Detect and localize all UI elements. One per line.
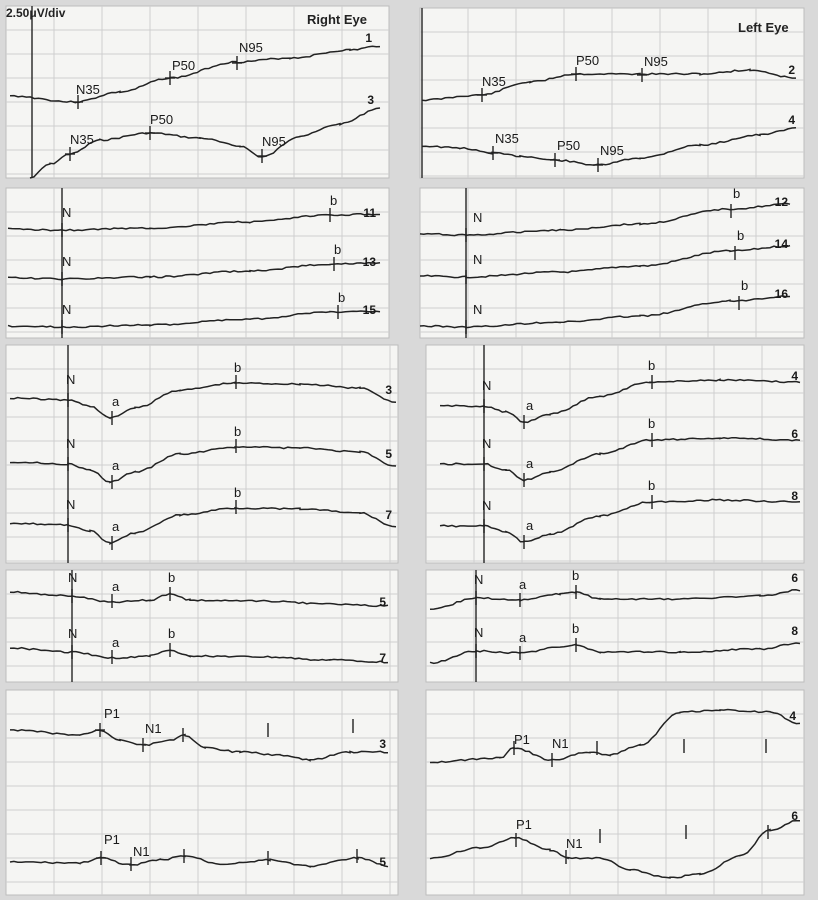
trace-id-5: 5 [379,855,386,869]
a-label: a [112,635,120,650]
n-label: N [62,302,72,317]
b-label: b [648,478,656,493]
n95-label: N95 [262,134,286,149]
p1-label: P1 [514,732,530,747]
n-label: N [474,572,484,587]
p1-label: P1 [516,817,532,832]
trace-id-3: 3 [379,737,386,751]
n-label: N [482,378,492,393]
scale-label: 2.50μV/div [6,6,66,20]
b-label: b [648,416,656,431]
n-label: N [474,625,484,640]
b-label: b [338,290,346,305]
n-label: N [482,436,492,451]
b-label: b [168,570,176,585]
trace-id-5: 5 [379,595,386,609]
b-label: b [572,621,580,636]
b-label: b [168,626,176,641]
n-label: N [66,372,76,387]
panel-bg [6,570,398,682]
left-eye-label: Left Eye [738,20,789,35]
trace-id-6: 6 [791,427,798,441]
n35-label: N35 [495,131,519,146]
a-label: a [526,518,534,533]
b-label: b [234,485,242,500]
n95-label: N95 [239,40,263,55]
trace-id-6: 6 [791,809,798,823]
b-label: b [648,358,656,373]
b-label: b [234,360,242,375]
trace-id-4: 4 [789,709,796,723]
right-eye-label: Right Eye [307,12,367,27]
n-label: N [473,252,483,267]
n-label: N [62,254,72,269]
n-label: N [66,497,76,512]
trace-id-14: 14 [774,237,788,251]
n-label: N [68,570,78,585]
b-label: b [733,186,741,201]
trace-id-4: 4 [791,369,798,383]
trace-id-15: 15 [362,303,376,317]
a-label: a [519,630,527,645]
p1-label: P1 [104,706,120,721]
panel-7 [6,570,398,682]
n35-label: N35 [70,132,94,147]
b-label: b [572,568,580,583]
trace-id-8: 8 [791,489,798,503]
n-label: N [62,205,72,220]
trace-id-13: 13 [362,255,376,269]
p50-label: P50 [576,53,600,68]
a-label: a [526,456,534,471]
trace-id-11: 11 [363,206,376,220]
n1-label: N1 [145,721,162,736]
p50-label: P50 [150,112,174,127]
n-label: N [66,436,76,451]
b-label: b [737,228,745,243]
n-label: N [68,626,78,641]
b-label: b [330,193,338,208]
b-label: b [334,242,342,257]
a-label: a [526,398,534,413]
a-label: a [519,577,527,592]
n1-label: N1 [133,844,150,859]
trace-id-4: 4 [788,113,795,127]
a-label: a [112,394,120,409]
n95-label: N95 [644,54,668,69]
trace-id-8: 8 [791,624,798,638]
trace-id-6: 6 [791,571,798,585]
panel-bg [6,690,398,895]
panel-5 [6,345,398,563]
p50-label: P50 [172,58,196,73]
n1-label: N1 [552,736,569,751]
n35-label: N35 [482,74,506,89]
n-label: N [473,302,483,317]
n-label: N [473,210,483,225]
b-label: b [741,278,749,293]
trace-id-3: 3 [367,93,374,107]
trace-id-3: 3 [385,383,392,397]
a-label: a [112,519,120,534]
trace-id-7: 7 [385,508,392,522]
n95-label: N95 [600,143,624,158]
panel-bg [6,345,398,563]
p1-label: P1 [104,832,120,847]
panel-9 [6,690,398,895]
trace-id-16: 16 [774,287,788,301]
n1-label: N1 [566,836,583,851]
b-label: b [234,424,242,439]
trace-id-12: 12 [774,195,788,209]
panel-1 [6,6,389,178]
trace-id-5: 5 [385,447,392,461]
trace-id-1: 1 [365,31,372,45]
trace-id-2: 2 [788,63,795,77]
trace-id-7: 7 [379,651,386,665]
n35-label: N35 [76,82,100,97]
a-label: a [112,458,120,473]
n-label: N [482,498,492,513]
a-label: a [112,579,120,594]
p50-label: P50 [557,138,581,153]
